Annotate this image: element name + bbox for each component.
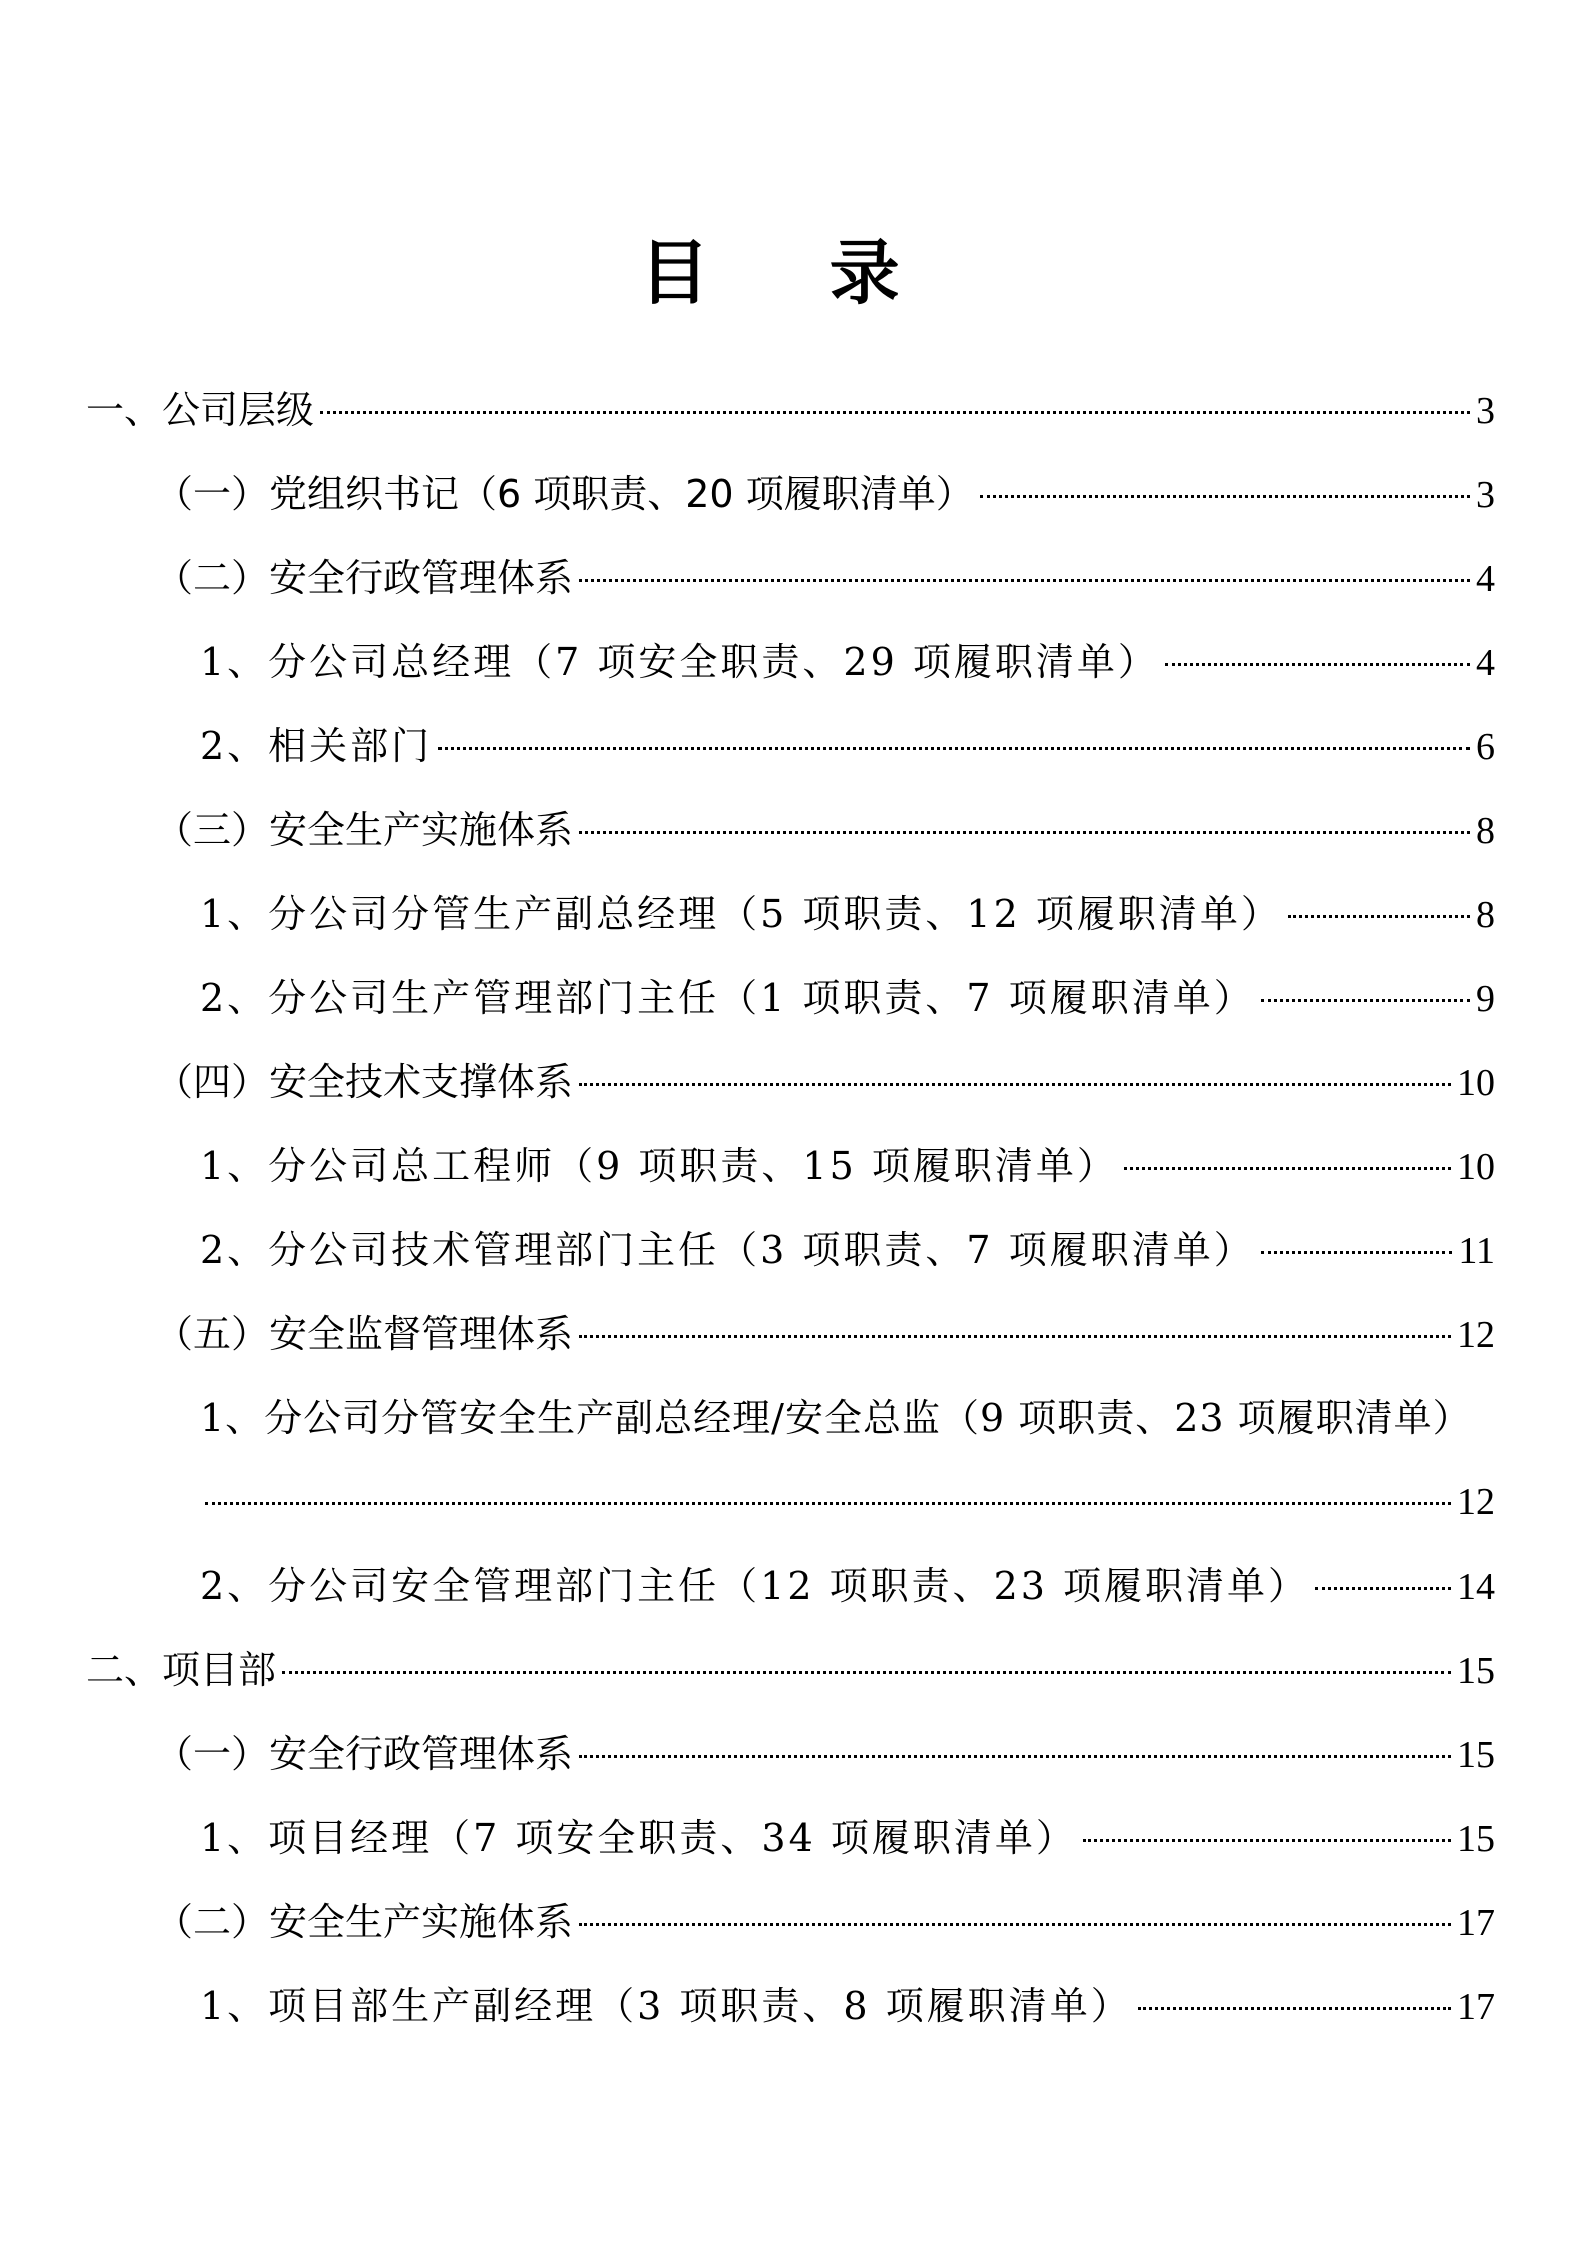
toc-entry-label: 2、分公司生产管理部门主任（1 项职责、7 项履职清单） [200, 976, 1255, 1020]
toc-entry-page: 10 [1457, 1146, 1495, 1188]
toc-entry-page: 17 [1457, 1902, 1495, 1944]
toc-entry[interactable] [0, 1880, 1587, 1964]
toc-leader [579, 831, 1470, 834]
toc-entry[interactable] [0, 620, 1587, 704]
toc-entry[interactable] [0, 956, 1587, 1040]
toc-entry-page: 6 [1476, 726, 1495, 768]
toc-entry[interactable] [0, 1040, 1587, 1124]
toc-entry-page: 10 [1457, 1062, 1495, 1104]
toc-leader [1315, 1587, 1451, 1590]
toc-entry[interactable] [0, 1376, 1587, 1460]
toc-entry-continuation[interactable] [0, 1460, 1587, 1544]
toc-leader [1165, 663, 1470, 666]
toc-entry[interactable] [0, 1964, 1587, 2048]
toc-entry-label: 2、相关部门 [200, 724, 433, 768]
toc-leader [282, 1671, 1451, 1674]
toc-entry-label: 1、项目经理（7 项安全职责、34 项履职清单） [200, 1816, 1077, 1860]
toc-entry[interactable] [0, 872, 1587, 956]
toc-leader [1124, 1167, 1451, 1170]
toc-entry-label: 二、项目部 [86, 1648, 277, 1692]
toc-leader [1138, 2007, 1451, 2010]
toc-entry[interactable] [0, 1292, 1587, 1376]
toc-entry[interactable] [0, 1796, 1587, 1880]
toc-entry-page: 9 [1476, 978, 1495, 1020]
toc-leader [579, 1755, 1451, 1758]
toc-entry[interactable] [0, 788, 1587, 872]
toc-entry-label: 1、分公司分管生产副总经理（5 项职责、12 项履职清单） [200, 892, 1282, 936]
toc-entry-page: 12 [1457, 1314, 1495, 1356]
toc-title: 目 录 [639, 232, 948, 314]
toc-entry-page: 15 [1457, 1734, 1495, 1776]
toc-leader [579, 579, 1470, 582]
toc-entry-page: 15 [1457, 1650, 1495, 1692]
toc-entry-label: （二）安全行政管理体系 [155, 556, 574, 600]
toc-entry-page: 11 [1458, 1230, 1495, 1272]
toc-entry[interactable] [0, 1712, 1587, 1796]
toc-entry-page: 8 [1476, 810, 1495, 852]
toc-entry-label: 1、项目部生产副经理（3 项职责、8 项履职清单） [200, 1984, 1132, 2028]
toc-entry[interactable] [0, 704, 1587, 788]
toc-leader [1261, 1251, 1453, 1254]
toc-leader [579, 1083, 1451, 1086]
toc-list [0, 368, 1587, 2048]
toc-entry-page: 4 [1476, 642, 1495, 684]
toc-leader [980, 495, 1470, 498]
toc-leader [579, 1923, 1451, 1926]
toc-entry-page: 14 [1457, 1566, 1495, 1608]
toc-entry-page: 15 [1457, 1818, 1495, 1860]
toc-leader [320, 411, 1470, 414]
toc-entry[interactable] [0, 452, 1587, 536]
toc-entry-page: 3 [1476, 474, 1495, 516]
toc-entry-label: 2、分公司技术管理部门主任（3 项职责、7 项履职清单） [200, 1228, 1255, 1272]
toc-entry-label: （三）安全生产实施体系 [155, 808, 574, 852]
toc-entry-page: 4 [1476, 558, 1495, 600]
toc-entry-label: 一、公司层级 [86, 388, 315, 432]
toc-entry-page: 17 [1457, 1986, 1495, 2028]
toc-entry-page: 8 [1476, 894, 1495, 936]
toc-entry-label: （一）党组织书记（6 项职责、20 项履职清单） [155, 472, 974, 516]
toc-entry-label: （五）安全监督管理体系 [155, 1312, 574, 1356]
toc-entry[interactable] [0, 1628, 1587, 1712]
toc-entry-label: （一）安全行政管理体系 [155, 1732, 574, 1776]
toc-entry[interactable] [0, 536, 1587, 620]
toc-entry[interactable] [0, 1208, 1587, 1292]
toc-entry-label: 1、分公司总经理（7 项安全职责、29 项履职清单） [200, 640, 1159, 684]
toc-entry-page: 12 [1457, 1481, 1495, 1523]
toc-leader [579, 1335, 1451, 1338]
toc-entry[interactable] [0, 1544, 1587, 1628]
toc-entry-label: 1、分公司分管安全生产副总经理/安全总监（9 项职责、23 项履职清单） [200, 1396, 1472, 1440]
toc-leader [1288, 915, 1470, 918]
toc-entry[interactable] [0, 1124, 1587, 1208]
toc-entry-label: （四）安全技术支撑体系 [155, 1060, 574, 1104]
toc-entry-label: （二）安全生产实施体系 [155, 1900, 574, 1944]
toc-leader [438, 747, 1470, 750]
toc-entry[interactable] [0, 368, 1587, 452]
toc-leader [1261, 999, 1470, 1002]
toc-entry-label: 1、分公司总工程师（9 项职责、15 项履职清单） [200, 1144, 1118, 1188]
toc-leader [205, 1502, 1451, 1505]
toc-entry-page: 3 [1476, 390, 1495, 432]
toc-entry-label: 2、分公司安全管理部门主任（12 项职责、23 项履职清单） [200, 1564, 1310, 1608]
toc-leader [1083, 1839, 1451, 1842]
